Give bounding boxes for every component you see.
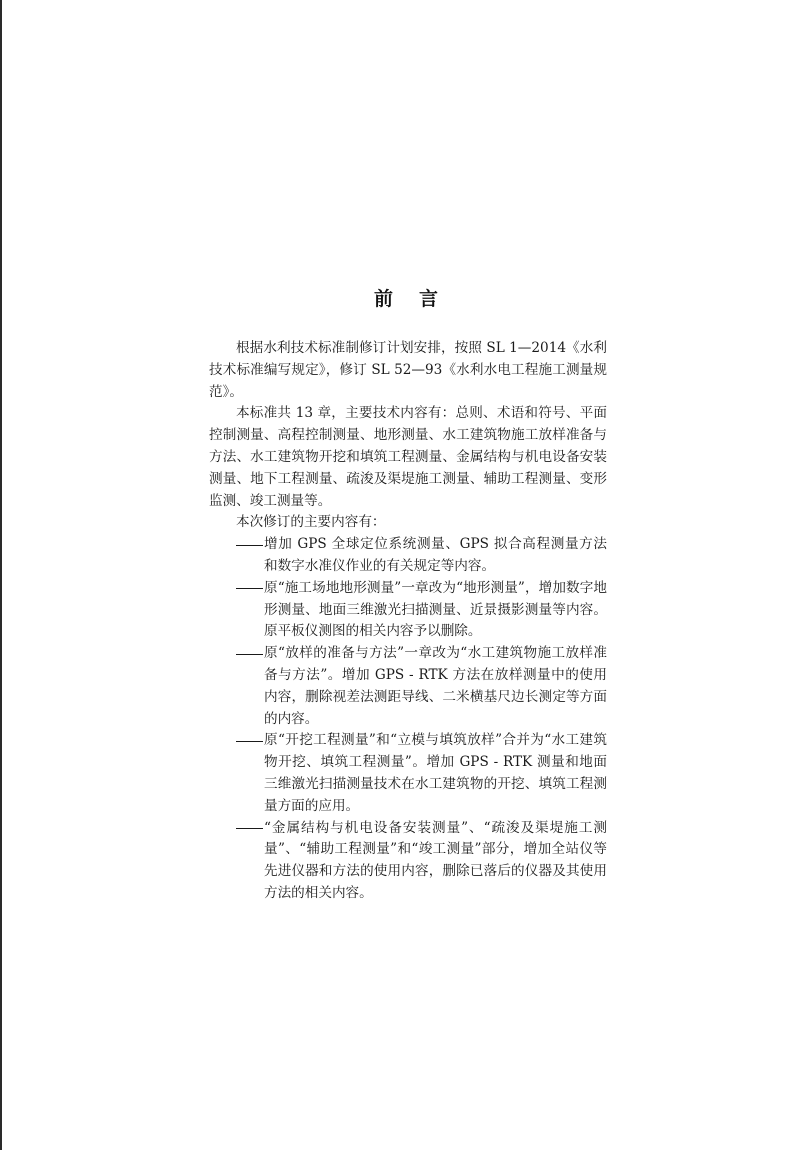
- revision-item-text: 原“施工场地地形测量”一章改为“地形测量”，增加数字地形测量、地面三维激光扫描测量、近景摄影测量等内容。原平板仪测图的相关内容予以删除。: [264, 579, 607, 640]
- revision-item: [209, 578, 607, 643]
- page-title: 前言: [373, 288, 464, 310]
- revision-item-text: 原“开挖工程测量”和“立模与填筑放样”合并为“水工建筑物开挖、填筑工程测量”。增加 GPS - RTK 测量和地面三维激光扫描测量技术在水工建筑物的开挖、填筑工程测量方面的应用。: [264, 732, 607, 814]
- paragraph-basis: 根据水利技术标准制修订计划安排，按照 SL 1—2014《水利技术标准编写规定》，修订 SL 52—93《水利水电工程施工测量规范》。: [209, 340, 607, 400]
- paragraph-contents: 本标准共 13 章，主要技术内容有：总则、术语和符号、平面控制测量、高程控制测量、地形测量、水工建筑物施工放样准备与方法、水工建筑物开挖和填筑工程测量、金属结构与机电设备安装测量、地下工程测量、疏浚及渠堤施工测量、辅助工程测量、变形监测、竣工测量等。: [209, 405, 607, 509]
- body-text: [209, 338, 607, 905]
- paragraph-revision-intro: 本次修订的主要内容有：: [236, 514, 386, 531]
- page-edge-rule: [0, 0, 2, 1150]
- revision-item-text: 增加 GPS 全球定位系统测量、GPS 拟合高程测量方法和数字水准仪作业的有关规定等内容。: [264, 536, 607, 574]
- revision-item-text: “金属结构与机电设备安装测量”、“疏浚及渠堤施工测量”、“辅助工程测量”和“竣工测量”部分，增加全站仪等先进仪器和方法的使用内容，删除已落后的仪器及其使用方法的相关内容。: [264, 819, 607, 901]
- revision-item: [209, 818, 607, 905]
- revision-item: [209, 643, 607, 730]
- revision-item-text: 原“放样的准备与方法”一章改为“水工建筑物施工放样准备与方法”。增加 GPS - RTK 方法在放样测量中的使用内容，删除视差法测距导线、二米横基尺边长测定等方面的内容。: [264, 645, 607, 727]
- revision-item: [209, 730, 607, 817]
- revision-item: [209, 534, 607, 578]
